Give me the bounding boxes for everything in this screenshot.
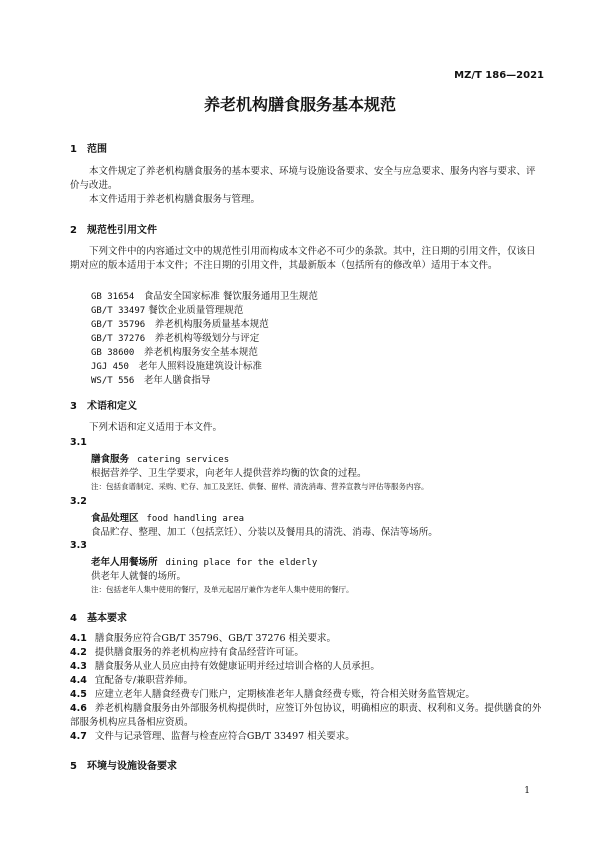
reference-code: GB 31654 (91, 292, 135, 302)
reference-title: 养老机构等级划分与评定 (154, 333, 260, 344)
requirement-text: 宜配备专/兼职营养师。 (94, 675, 194, 686)
reference-code: JGJ 450 (91, 362, 129, 372)
reference-title: 养老机构服务质量基本规范 (154, 319, 269, 330)
reference-code: GB/T 35796 (91, 320, 146, 330)
term-number: 3.2 (70, 496, 87, 507)
term-definition: 根据营养学、卫生学要求，向老年人提供营养均衡的饮食的过程。 (91, 468, 367, 479)
term-en: food handling area (146, 514, 245, 524)
term-definition: 供老年人就餐的场所。 (91, 571, 187, 582)
requirement-number: 4.1 (70, 633, 87, 644)
requirement-text: 养老机构膳食服务由外部服务机构提供时，应签订外包协议，明确相应的职责、权利和义务。提供膳食的外部服务机构应具备相应资质。 (70, 703, 542, 728)
requirement-item (70, 660, 542, 674)
reference-code: WS/T 556 (91, 376, 135, 386)
reference-title: 老年人照料设施建筑设计标准 (138, 361, 262, 372)
reference-title: 老年人膳食指导 (143, 375, 211, 386)
term-number: 3.1 (70, 437, 87, 448)
term-zh: 膳食服务 (91, 454, 130, 465)
term-number: 3.3 (70, 540, 87, 551)
requirement-text: 应建立老年人膳食经费专门账户，定期核准老年人膳食经费专账，符合相关财务监管规定。 (94, 689, 475, 700)
document-title: 养老机构膳食服务基本规范 (203, 95, 396, 114)
reference-item (91, 316, 269, 330)
requirement-number: 4.2 (70, 647, 87, 658)
requirement-number: 4.3 (70, 661, 87, 672)
reference-item (91, 330, 259, 344)
reference-code: GB/T 37276 (91, 334, 146, 344)
requirement-text: 提供膳食服务的养老机构应持有食品经营许可证。 (94, 647, 304, 658)
term-heading (91, 554, 317, 568)
section-heading-normative-references: 2 规范性引用文件 (70, 225, 157, 236)
section-heading-basic-requirements: 4 基本要求 (70, 613, 127, 624)
reference-item (91, 344, 258, 358)
references-intro-paragraph: 下列文件中的内容通过文中的规范性引用而构成本文件必不可少的条款。其中，注日期的引用文件，仅该日期对应的版本适用于本文件；不注日期的引用文件，其最新版本（包括所有的修改单）适用于本文件。 (70, 246, 536, 271)
reference-title: 养老机构服务安全基本规范 (143, 347, 258, 358)
requirement-number: 4.5 (70, 689, 87, 700)
requirement-item (70, 702, 542, 730)
term-zh: 食品处理区 (91, 513, 139, 524)
section-heading-terms: 3 术语和定义 (70, 401, 137, 412)
term-en: catering services (137, 455, 230, 465)
requirement-text: 膳食服务应符合GB/T 35796、GB/T 37276 相关要求。 (94, 633, 337, 644)
reference-code: GB/T 33497 (91, 306, 146, 316)
requirement-item (70, 688, 542, 702)
requirement-item (70, 632, 542, 646)
section-heading-environment-facilities: 5 环境与设施设备要求 (70, 761, 177, 772)
page-number: 1 (524, 786, 530, 796)
scope-paragraph-2: 本文件适用于养老机构膳食服务与管理。 (89, 194, 261, 205)
term-definition: 食品贮存、整理、加工（包括烹饪）、分装以及餐用具的清洗、消毒、保洁等场所。 (91, 527, 438, 538)
term-heading (91, 451, 229, 465)
standard-code: MZ/T 186—2021 (454, 70, 544, 81)
requirement-item (70, 674, 542, 688)
requirement-text: 文件与记录管理、监督与检查应符合GB/T 33497 相关要求。 (94, 731, 355, 742)
term-note: 注：包括老年人集中使用的餐厅，及单元起居厅兼作为老年人集中使用的餐厅。 (91, 585, 354, 594)
requirement-text: 膳食服务从业人员应由持有效健康证明并经过培训合格的人员承担。 (94, 661, 380, 672)
reference-item (91, 288, 318, 302)
term-zh: 老年人用餐场所 (91, 557, 158, 568)
term-en: dining place for the elderly (165, 558, 318, 568)
reference-title: 食品安全国家标准 餐饮服务通用卫生规范 (143, 291, 318, 302)
requirement-item (70, 646, 542, 660)
reference-code: GB 38600 (91, 348, 135, 358)
requirement-number: 4.4 (70, 675, 87, 686)
requirement-item (70, 730, 542, 744)
requirement-number: 4.6 (70, 703, 87, 714)
reference-item (91, 372, 210, 386)
requirement-number: 4.7 (70, 731, 87, 742)
section-heading-scope: 1 范围 (70, 144, 107, 155)
reference-item (91, 358, 262, 372)
reference-title: 餐饮企业质量管理规范 (148, 305, 244, 316)
terms-intro-paragraph: 下列术语和定义适用于本文件。 (89, 422, 223, 433)
scope-paragraph-1: 本文件规定了养老机构膳食服务的基本要求、环境与设施设备要求、安全与应急要求、服务内容与要求、评价与改进。 (70, 166, 536, 191)
term-note: 注：包括食谱制定、采购、贮存、加工及烹饪、供餐、留样、清洗消毒、营养宣教与评估等服务内容。 (91, 482, 429, 491)
reference-item (91, 302, 243, 316)
term-heading (91, 510, 244, 524)
